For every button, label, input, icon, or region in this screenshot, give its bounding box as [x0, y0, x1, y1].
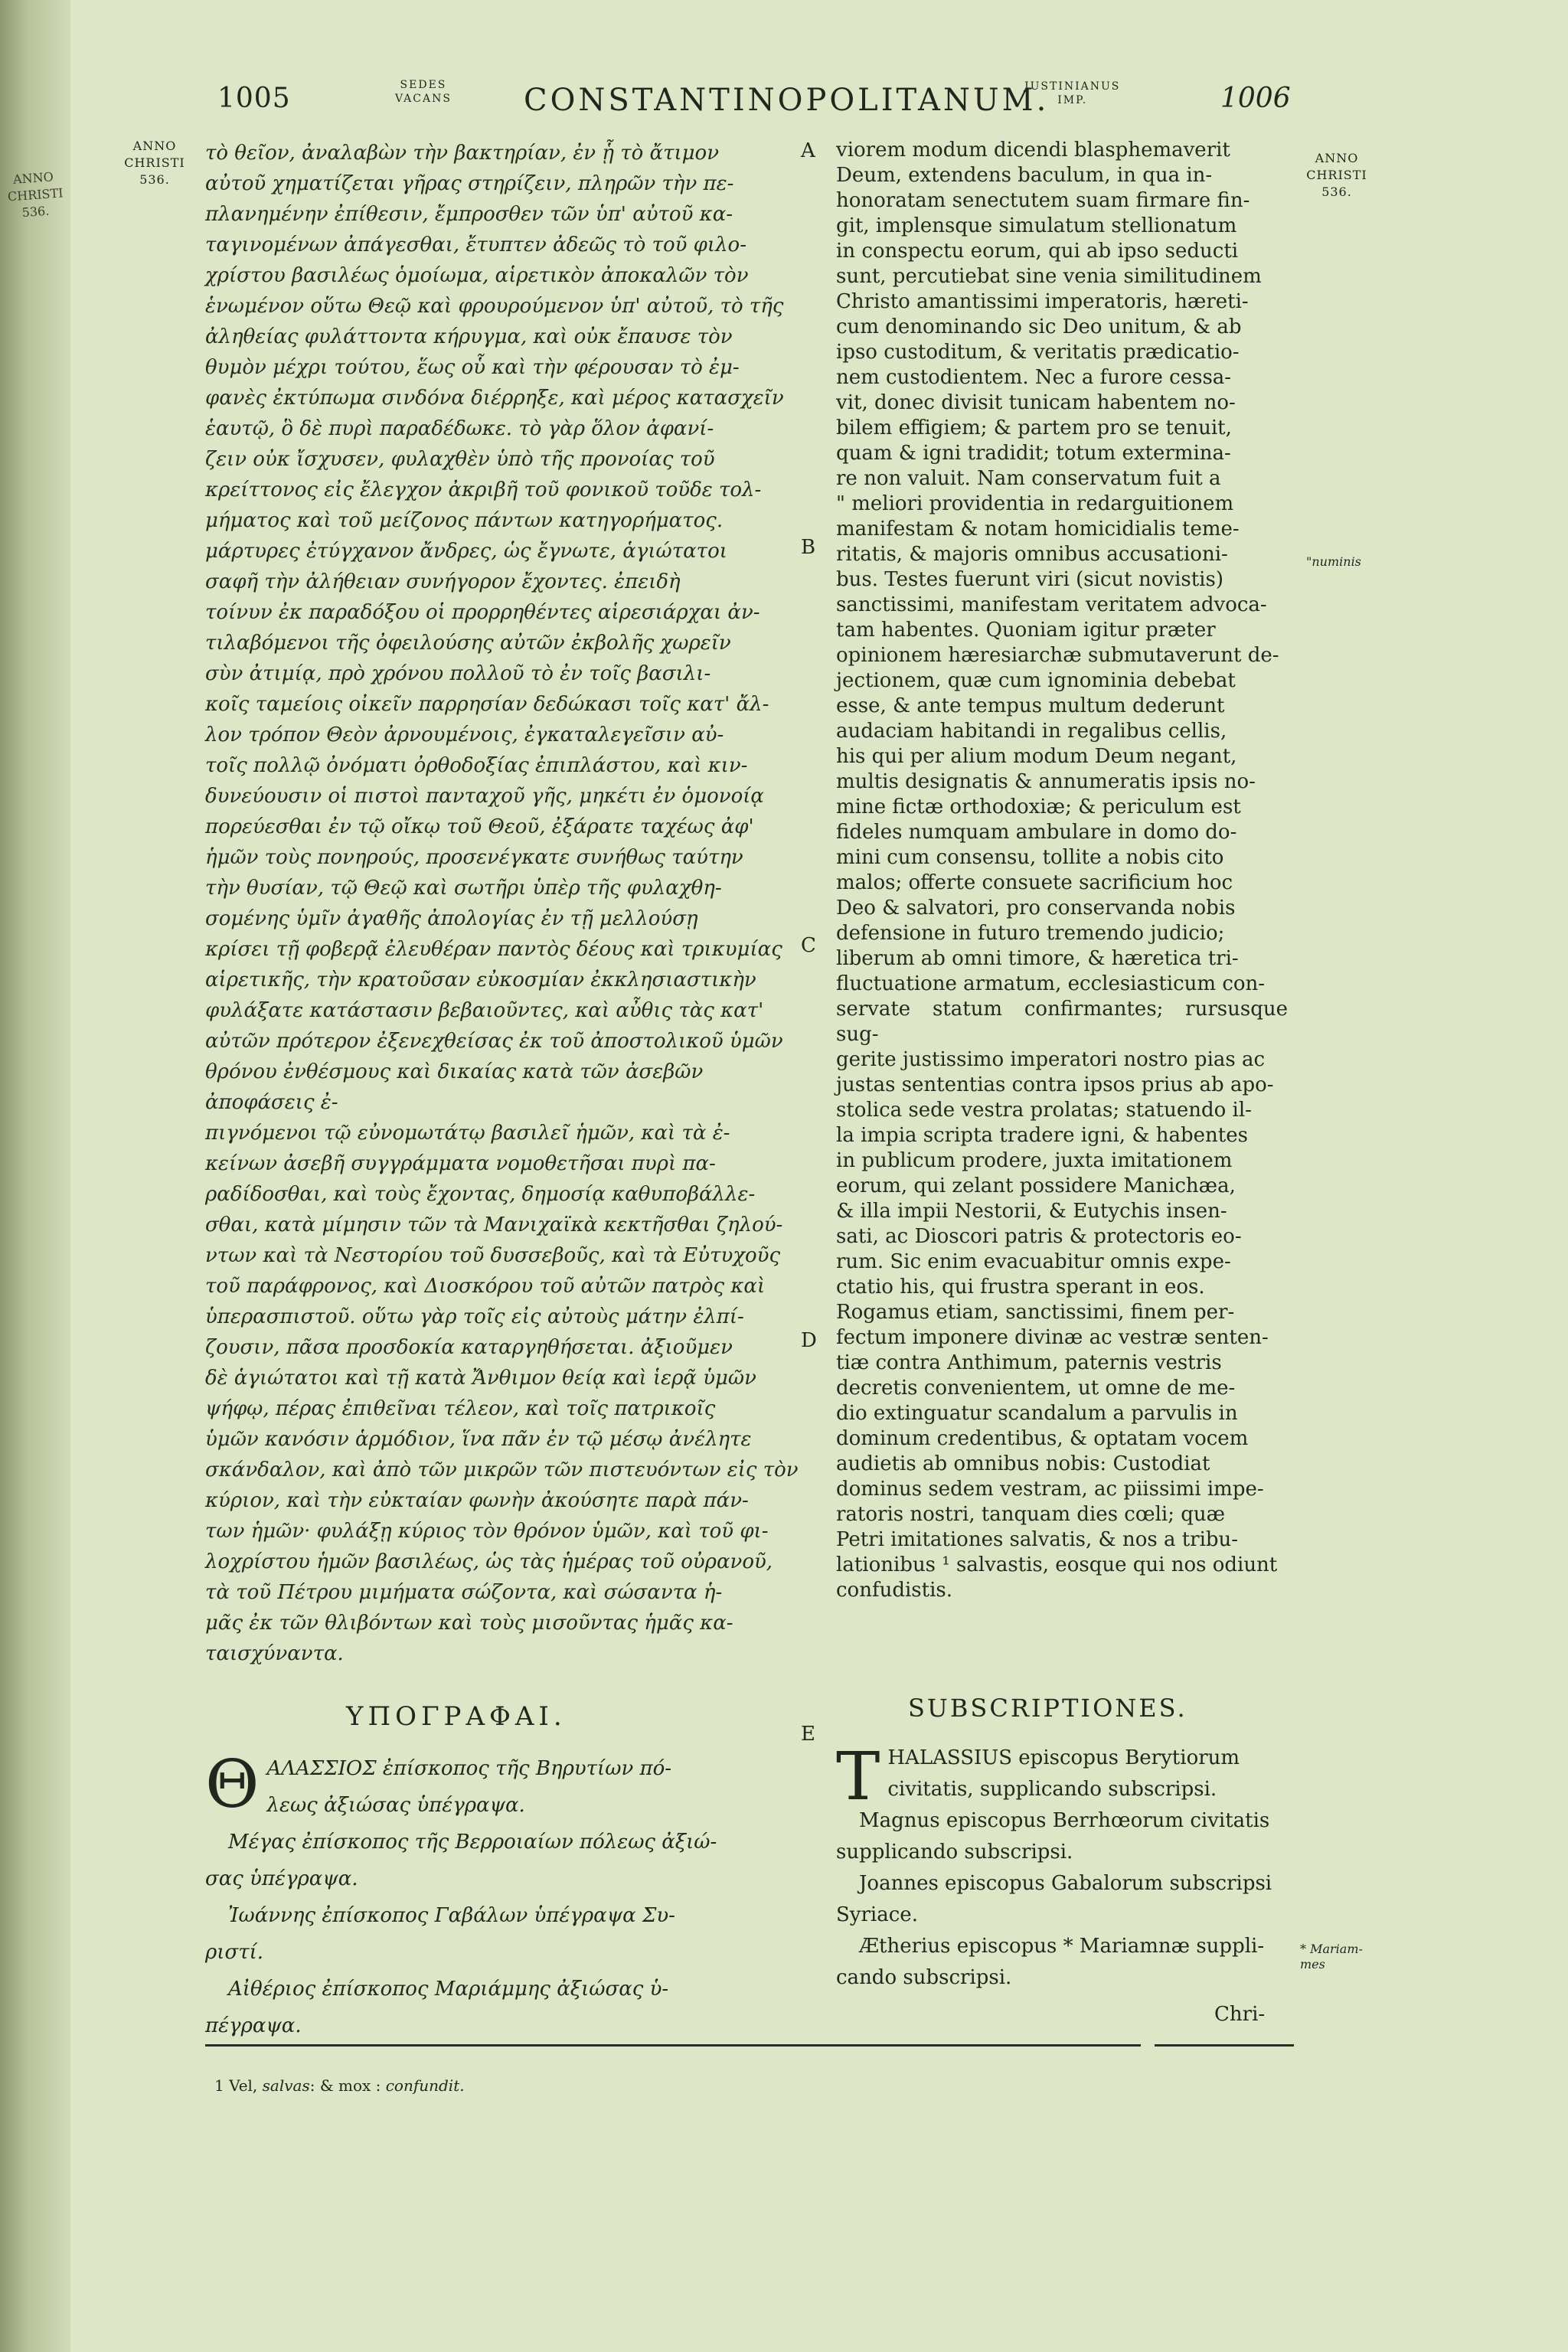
text-line: χρίστου βασιλέως ὁμοίωμα, αἱρετικὸν ἀποκαλῶν τὸν	[205, 264, 749, 287]
text-line: ἀληθείας φυλάττοντα κήρυγμα, καὶ οὐκ ἔπαυσε τὸν	[205, 325, 733, 348]
text-line: liberum ab omni timore, & hæretica tri-	[836, 947, 1239, 970]
section-letter-b: B	[801, 536, 816, 559]
margin-note-numinis: "numinis	[1306, 554, 1361, 569]
text-line: sanctissimi, manifestam veritatem advoca-	[836, 593, 1267, 616]
text-line: quam & igni tradidit; totum extermina-	[836, 442, 1231, 465]
subscription-line: ριστί.	[205, 1941, 264, 1964]
text-line: Christo amantissimi imperatoris, hæreti-	[836, 290, 1249, 313]
text-line: & illa impii Nestorii, & Eutychis insen-	[836, 1200, 1227, 1223]
footnote-rule	[205, 2044, 1141, 2047]
text-line: κύριον, καὶ τὴν εὐκταίαν φωνὴν ἀκούσητε παρὰ πάν-	[205, 1489, 749, 1512]
text-line: Deum, extendens baculum, in qua in-	[836, 164, 1213, 187]
text-line: sunt, percutiebat sine venia similitudinem	[836, 265, 1262, 288]
text-line: αὐτοῦ χηματίζεται γῆρας στηρίζειν, πληρῶν τὴν πε-	[205, 172, 734, 195]
text-line: ipso custoditum, & veritatis prædicatio-	[836, 341, 1240, 364]
text-line: σθαι, κατὰ μίμησιν τῶν τὰ Μανιχαϊκὰ κεκτῆσθαι ζηλού-	[205, 1214, 783, 1236]
text-line: tam habentes. Quoniam igitur præter	[836, 619, 1216, 642]
text-line: ὑπερασπιστοῦ. οὕτω γὰρ τοῖς εἰς αὐτοὺς μάτην ἐλπί-	[205, 1305, 744, 1328]
text-line: τὸ θεῖον, ἀναλαβὼν τὴν βακτηρίαν, ἐν ᾗ τὸ ἄτιμον	[205, 142, 720, 165]
text-line: bus. Testes fuerunt viri (sicut novistis)	[836, 568, 1223, 591]
text-line: μᾶς ἐκ τῶν θλιβόντων καὶ τοὺς μισοῦντας ἡμᾶς κα-	[205, 1612, 733, 1635]
section-letter-d: D	[801, 1329, 817, 1352]
text-line: in publicum prodere, juxta imitationem	[836, 1149, 1233, 1172]
text-line: lationibus ¹ salvastis, eosque qui nos odiunt	[836, 1553, 1278, 1576]
subscription-line: πέγραψα.	[205, 2014, 302, 2037]
subscription-line: Ætherius episcopus * Mariamnæ suppli-	[859, 1935, 1265, 1958]
left-margin-year-note: ANNO CHRISTI 536.	[124, 139, 185, 187]
text-line: τοῖς πολλῷ ὀνόματι ὀρθοδοξίας ἐπιπλάστου, καὶ κιν-	[205, 754, 748, 777]
text-line: δυνεύουσιν οἱ πιστοὶ πανταχοῦ γῆς, μηκέτι ἐν ὁμονοίᾳ	[205, 785, 764, 808]
text-line: κοῖς ταμείοις οἰκεῖν παρρησίαν δεδώκασι τοῖς κατ' ἄλ-	[205, 693, 769, 716]
text-line: μάρτυρες ἐτύγχανον ἄνδρες, ὡς ἔγνωτε, ἁγιώτατοι	[205, 540, 727, 563]
subscription-line: Joannes episcopus Gabalorum subscripsi	[859, 1872, 1272, 1895]
text-line: λοχρίστου ἡμῶν βασιλέως, ὡς τὰς ἡμέρας τοῦ οὐρανοῦ,	[205, 1550, 773, 1573]
text-line: των ἡμῶν· φυλάξῃ κύριος τὸν θρόνον ὑμῶν, καὶ τοῦ φι-	[205, 1520, 769, 1543]
text-line: λον τρόπον Θεὸν ἀρνουμένοις, ἐγκαταλεγεῖσιν αὐ-	[205, 724, 724, 746]
running-header	[0, 79, 1568, 129]
text-line: κείνων ἀσεβῆ συγγράμματα νομοθετῆσαι πυρὶ πα-	[205, 1152, 716, 1175]
text-line: mine fictæ orthodoxiæ; & periculum est	[836, 795, 1241, 818]
text-line: τοίνυν ἐκ παραδόξου οἱ προρρηθέντες αἱρεσιάρχαι ἀν-	[205, 601, 760, 624]
text-line: malos; offerte consuete sacrificium hoc	[836, 871, 1233, 894]
text-line: ταισχύναντα.	[205, 1642, 344, 1665]
page-number-right: 1006	[1220, 83, 1291, 114]
section-letter-c: C	[801, 934, 816, 957]
latin-dropcap: T	[836, 1739, 880, 1815]
section-letter-a: A	[801, 139, 815, 162]
text-line: tiæ contra Anthimum, paternis vestris	[836, 1351, 1222, 1374]
text-line: φανὲς ἐκτύπωμα σινδόνα διέρρηξε, καὶ μέρος κατασχεῖν	[205, 387, 784, 410]
text-line: eorum, qui zelant possidere Manichæa,	[836, 1174, 1236, 1197]
text-line: τὰ τοῦ Πέτρου μιμήματα σώζοντα, καὶ σώσαντα ἡ-	[205, 1581, 723, 1604]
text-line: ντων καὶ τὰ Νεστορίου τοῦ δυσσεβοῦς, καὶ τὰ Εὐτυχοῦς	[205, 1244, 781, 1267]
subscription-line: Ἰωάννης ἐπίσκοπος Γαβάλων ὑπέγραψα Συ-	[228, 1904, 675, 1927]
right-margin-year-note: ANNO CHRISTI 536.	[1306, 151, 1367, 199]
text-line: σαφῆ τὴν ἀλήθειαν συνήγορον ἔχοντες. ἐπειδὴ	[205, 570, 681, 593]
text-line: Rogamus etiam, sanctissimi, finem per-	[836, 1301, 1235, 1324]
text-line: σκάνδαλον, καὶ ἀπὸ τῶν μικρῶν τῶν πιστευόντων εἰς τὸν	[205, 1459, 799, 1481]
greek-subscriptions-heading: ΥΠΟΓΡΑΦΑΙ.	[346, 1701, 567, 1732]
text-line: ratoris nostri, tanquam dies cœli; quæ	[836, 1503, 1226, 1526]
text-line: ἡμῶν τοὺς πονηρούς, προσενέγκατε συνήθως ταύτην	[205, 846, 743, 869]
text-line: θυμὸν μέχρι τούτου, ἕως οὗ καὶ τὴν φέρουσαν τὸ ἐμ-	[205, 356, 740, 379]
margin-note-mariammes: * Mariam- mes	[1300, 1942, 1363, 1971]
text-line: re non valuit. Nam conservatum fuit a	[836, 467, 1221, 490]
text-line: honoratam senectutem suam firmare fin-	[836, 189, 1250, 212]
text-line: fluctuatione armatum, ecclesiasticum con-	[836, 972, 1266, 995]
text-line: μήματος καὶ τοῦ μείζονος πάντων κατηγορήματος.	[205, 509, 724, 532]
latin-subscriptions	[836, 1739, 1295, 1997]
text-line: git, implensque simulatum stellionatum	[836, 214, 1237, 237]
text-line: " meliori providentia in redarguitionem	[836, 492, 1234, 515]
text-line: opinionem hæresiarchæ submutaverunt de-	[836, 644, 1279, 667]
text-line: αἱρετικῆς, τὴν κρατοῦσαν εὐκοσμίαν ἐκκλησιαστικὴν	[205, 969, 756, 991]
text-line: κρείττονος εἰς ἔλεγχον ἀκριβῆ τοῦ φονικοῦ τοῦδε τολ-	[205, 479, 762, 501]
text-line: ταγινομένων ἀπάγεσθαι, ἔτυπτεν ἀδεῶς τὸ τοῦ φιλο-	[205, 234, 746, 256]
text-line: fectum imponere divinæ ac vestræ senten-	[836, 1326, 1269, 1349]
text-line: Petri imitationes salvatis, & nos a tribu-	[836, 1528, 1239, 1551]
text-line: σομένης ὑμῖν ἀγαθῆς ἀπολογίας ἐν τῇ μελλούσῃ	[205, 907, 698, 930]
text-line: la impia scripta tradere igni, & habentes	[836, 1124, 1248, 1147]
text-line: κρίσει τῇ φοβερᾷ ἐλευθέραν παντὸς δέους καὶ τρικυμίας	[205, 938, 782, 961]
footnote: 1 Vel, salvas: & mox : confundit.	[214, 2076, 465, 2095]
text-line: ἑαυτῷ, ὃ δὲ πυρὶ παραδέδωκε. τὸ γὰρ ὅλον ἀφανί-	[205, 417, 714, 440]
book-spine	[0, 0, 70, 2352]
text-line: τοῦ παράφρονος, καὶ Διοσκόρου τοῦ αὐτῶν πατρὸς καὶ	[205, 1275, 766, 1298]
latin-subscriptions-heading: SUBSCRIPTIONES.	[908, 1694, 1187, 1723]
greek-subscriptions	[205, 1746, 802, 2047]
text-line: audietis ab omnibus nobis: Custodiat	[836, 1452, 1210, 1475]
section-letter-e: E	[801, 1723, 815, 1746]
text-line: vit, donec divisit tunicam habentem no-	[836, 391, 1236, 414]
text-line: confudistis.	[836, 1579, 953, 1602]
subscription-line: Μέγας ἐπίσκοπος τῆς Βερροιαίων πόλεως ἀξιώ-	[228, 1831, 717, 1854]
text-line: πλανημένην ἐπίθεσιν, ἔμπροσθεν τῶν ὑπ' αὐτοῦ κα-	[205, 203, 733, 226]
text-line: his qui per alium modum Deum negant,	[836, 745, 1237, 768]
text-line: rum. Sic enim evacuabitur omnis expe-	[836, 1250, 1231, 1273]
subscription-line: λεως ἀξιώσας ὑπέγραψα.	[266, 1794, 525, 1817]
text-line: σὺν ἀτιμίᾳ, πρὸ χρόνου πολλοῦ τὸ ἐν τοῖς βασιλι-	[205, 662, 711, 685]
text-line: dominus sedem vestram, ac piissimi impe-	[836, 1478, 1264, 1501]
text-line: dio extinguatur scandalum a parvulis in	[836, 1402, 1238, 1425]
text-line: nem custodientem. Nec a furore cessa-	[836, 366, 1232, 389]
text-line: gerite justissimo imperatori nostro pias ac	[836, 1048, 1266, 1071]
text-line: esse, & ante tempus multum dederunt	[836, 694, 1225, 717]
text-line: justas sententias contra ipsos prius ab apo-	[836, 1073, 1274, 1096]
text-line: sati, ac Dioscori patris & protectoris eo-	[836, 1225, 1242, 1248]
text-line: dominum credentibus, & optatam vocem	[836, 1427, 1249, 1450]
subscription-line: supplicando subscripsi.	[836, 1841, 1073, 1864]
subscription-line: HALASSIUS episcopus Berytiorum	[887, 1746, 1240, 1769]
text-line: πορεύεσθαι ἐν τῷ οἴκῳ τοῦ Θεοῦ, ἐξάρατε ταχέως ἀφ'	[205, 815, 754, 838]
text-line: ραδίδοσθαι, καὶ τοὺς ἔχοντας, δημοσίᾳ καθυποβάλλε-	[205, 1183, 756, 1206]
text-line: Deo & salvatori, pro conservanda nobis	[836, 897, 1236, 920]
text-line: τιλαβόμενοι τῆς ὀφειλούσης αὐτῶν ἐκβολῆς χωρεῖν	[205, 632, 731, 655]
text-line: φυλάξατε κατάστασιν βεβαιοῦντες, καὶ αὖθις τὰς κατ'	[205, 999, 764, 1022]
subscription-line: ΑΛΑΣΣΙΟΣ ἐπίσκοπος τῆς Βηρυτίων πό-	[266, 1757, 672, 1780]
text-line: ὑμῶν κανόσιν ἁρμόδιον, ἵνα πᾶν ἐν τῷ μέσῳ ἀνέλητε	[205, 1428, 752, 1451]
text-line: αὐτῶν πρότερον ἐξενεχθείσας ἐκ τοῦ ἀποστολικοῦ ὑμῶν	[205, 1030, 783, 1053]
text-line: in conspectu eorum, qui ab ipso seducti	[836, 240, 1239, 263]
subscription-line: civitatis, supplicando subscripsi.	[887, 1778, 1217, 1801]
sedes-vacans-label: SEDES VACANS	[395, 79, 452, 105]
subscription-line: σας ὑπέγραψα.	[205, 1867, 358, 1890]
subscription-line: Magnus episcopus Berrhœorum civitatis	[859, 1809, 1270, 1832]
text-line: ψήφῳ, πέρας ἐπιθεῖναι τέλεον, καὶ τοῖς πατρικοῖς	[205, 1397, 716, 1420]
text-line: bilem effigiem; & partem pro se tenuit,	[836, 416, 1232, 439]
text-line: jectionem, quæ cum ignominia debebat	[836, 669, 1236, 692]
subscription-line: Αἰθέριος ἐπίσκοπος Μαριάμμης ἀξιώσας ὑ-	[228, 1978, 669, 2001]
running-title: CONSTANTINOPOLITANUM.	[524, 83, 1050, 118]
page-number-left: 1005	[217, 83, 291, 114]
subscription-line: cando subscripsi.	[836, 1966, 1012, 1989]
text-line: ζουσιν, πᾶσα προσδοκία καταργηθήσεται. ἀξιοῦμεν	[205, 1336, 733, 1359]
text-line: stolica sede vestra prolatas; statuendo il-	[836, 1099, 1252, 1122]
text-line: ritatis, & majoris omnibus accusationi-	[836, 543, 1228, 566]
text-line: decretis convenientem, ut omne de me-	[836, 1377, 1236, 1400]
latin-text-column	[836, 138, 1288, 1603]
greek-dropcap: Θ	[205, 1746, 260, 1823]
greek-text-column	[205, 138, 802, 1669]
text-line: fideles numquam ambulare in domo do-	[836, 821, 1237, 844]
justinianus-label: JUSTINIANUS IMP.	[1024, 80, 1121, 106]
text-line: δὲ ἁγιώτατοι καὶ τῇ κατὰ Ἄνθιμον θείᾳ καὶ ἱερᾷ ὑμῶν	[205, 1367, 756, 1390]
text-line: θρόνου ἐνθέσμους καὶ δικαίας κατὰ τῶν ἀσεβῶν ἀποφάσεις ἐ-	[205, 1060, 704, 1114]
text-line: ζειν οὐκ ἴσχυσεν, φυλαχθὲν ὑπὸ τῆς προνοίας τοῦ	[205, 448, 715, 471]
text-line: viorem modum dicendi blasphemaverit	[836, 139, 1230, 162]
text-line: manifestam & notam homicidialis teme-	[836, 518, 1240, 541]
text-line: ctatio his, qui frustra sperant in eos.	[836, 1276, 1205, 1298]
subscription-line: Syriace.	[836, 1903, 918, 1926]
text-line: πιγνόμενοι τῷ εὐνομωτάτῳ βασιλεῖ ἡμῶν, καὶ τὰ ἐ-	[205, 1122, 730, 1145]
text-line: audaciam habitandi in regalibus cellis,	[836, 720, 1227, 743]
text-line: mini cum consensu, tollite a nobis cito	[836, 846, 1224, 869]
text-line: servate statum confirmantes; rursusque sug-	[836, 998, 1288, 1046]
text-line: τὴν θυσίαν, τῷ Θεῷ καὶ σωτῆρι ὑπὲρ τῆς φυλαχθη-	[205, 877, 722, 900]
text-line: ἑνωμένον οὕτω Θεῷ καὶ φρουρούμενον ὑπ' αὐτοῦ, τὸ τῆς	[205, 295, 784, 318]
footnote-rule-short	[1155, 2044, 1294, 2047]
text-line: cum denominando sic Deo unitum, & ab	[836, 315, 1242, 338]
text-line: multis designatis & annumeratis ipsis no-	[836, 770, 1256, 793]
text-line: defensione in futuro tremendo judicio;	[836, 922, 1225, 945]
catchword: Chri-	[1214, 2003, 1266, 2026]
spine-margin-note: ANNO CHRISTI 536.	[7, 169, 64, 220]
